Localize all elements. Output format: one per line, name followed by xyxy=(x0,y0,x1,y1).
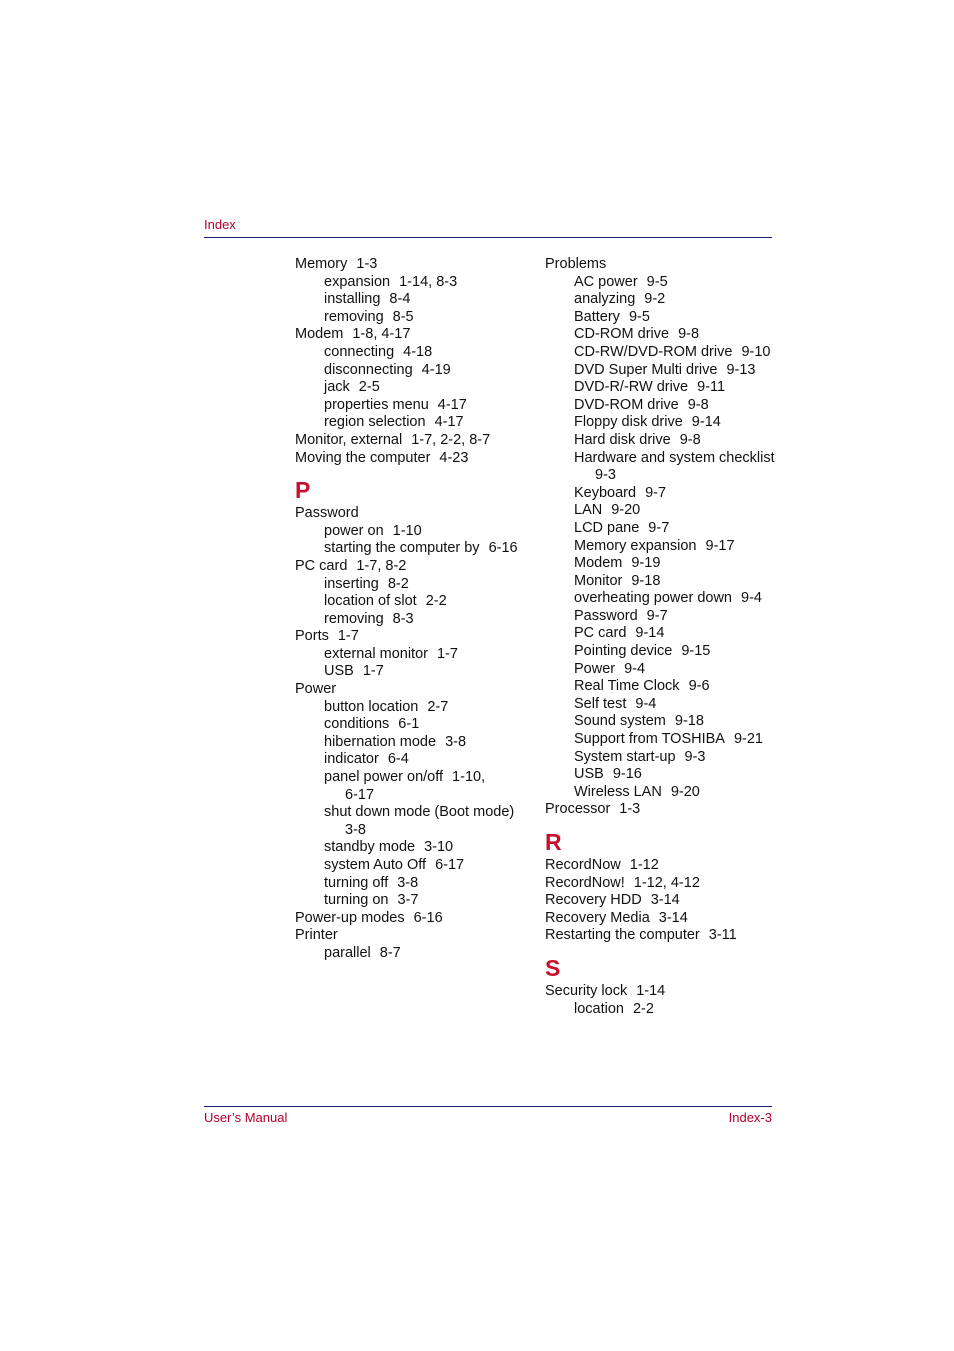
index-term: DVD-R/-RW drive xyxy=(574,379,689,396)
index-subentry xyxy=(545,274,780,292)
index-term: panel power on/off xyxy=(324,769,444,786)
index-page-ref: 3-8 xyxy=(445,733,467,750)
index-term: disconnecting xyxy=(324,361,413,378)
index-term: CD-ROM drive xyxy=(574,326,670,343)
index-page-ref: 3-14 xyxy=(650,892,680,909)
index-page-ref: 9-20 xyxy=(611,502,641,519)
index-subentry xyxy=(295,646,535,664)
index-term: removing xyxy=(324,308,384,325)
index-page-ref: 3-14 xyxy=(658,909,688,926)
index-term: RecordNow! xyxy=(545,874,625,891)
index-term: Memory xyxy=(295,256,348,272)
index-page-ref: 1-10 xyxy=(392,522,422,539)
index-subentry xyxy=(545,713,780,731)
index-entry xyxy=(295,681,535,699)
index-subentry xyxy=(545,485,780,503)
index-page-ref-continued: 9-3 xyxy=(595,467,616,484)
index-subentry xyxy=(295,804,535,839)
index-page-ref: 2-5 xyxy=(358,379,380,396)
index-term: region selection xyxy=(324,414,426,431)
index-term: removing xyxy=(324,610,384,627)
index-term: Moving the computer xyxy=(295,449,431,466)
index-term: button location xyxy=(324,698,419,715)
index-page-ref: 9-7 xyxy=(646,607,668,624)
index-term: installing xyxy=(324,291,381,308)
index-page-ref: 1-14, 8-3 xyxy=(399,273,458,290)
index-subentry xyxy=(545,309,780,327)
index-page-ref: 2-7 xyxy=(427,698,449,715)
index-page-ref: 9-19 xyxy=(631,555,661,572)
index-subentry xyxy=(545,291,780,309)
index-entry xyxy=(545,801,780,819)
index-page-ref: 9-4 xyxy=(624,660,646,677)
index-term: Pointing device xyxy=(574,643,673,660)
index-term: LCD pane xyxy=(574,519,640,536)
index-page-ref: 1-14 xyxy=(636,982,666,999)
index-term: Security lock xyxy=(545,982,628,999)
index-subentry xyxy=(545,538,780,556)
index-term: expansion xyxy=(324,273,391,290)
index-term: Real Time Clock xyxy=(574,678,680,695)
index-subentry xyxy=(545,731,780,749)
running-header: Index xyxy=(204,217,236,232)
index-page-ref: 2-2 xyxy=(425,593,447,610)
index-subentry xyxy=(545,326,780,344)
index-subentry xyxy=(295,716,535,734)
index-entry xyxy=(545,256,780,274)
index-subentry xyxy=(545,414,780,432)
index-term: Problems xyxy=(545,256,607,272)
index-subentry xyxy=(295,274,535,292)
index-section-letter: R xyxy=(545,829,562,855)
index-subentry xyxy=(295,397,535,415)
index-page-ref: 3-11 xyxy=(708,927,737,944)
index-subentry xyxy=(295,875,535,893)
index-subentry xyxy=(295,291,535,309)
index-subentry xyxy=(545,344,780,362)
index-page-ref: 9-18 xyxy=(631,572,661,589)
index-page-ref: 3-8 xyxy=(397,874,419,891)
index-term: Recovery HDD xyxy=(545,892,642,909)
index-entry xyxy=(295,910,535,928)
index-entry xyxy=(545,875,780,893)
index-subentry xyxy=(295,699,535,717)
index-subentry xyxy=(545,520,780,538)
index-entry xyxy=(545,927,780,945)
index-page-ref: 1-7, 2-2, 8-7 xyxy=(411,431,491,448)
index-term: location of slot xyxy=(324,593,417,610)
index-term: Restarting the computer xyxy=(545,927,700,944)
index-term: Battery xyxy=(574,308,620,325)
index-page-ref: 4-19 xyxy=(421,361,451,378)
index-term: parallel xyxy=(324,944,371,961)
index-page-ref: 9-14 xyxy=(691,414,721,431)
index-page-ref: 1-12 xyxy=(629,857,659,873)
index-page-ref: 9-2 xyxy=(644,291,666,308)
index-term: starting the computer by xyxy=(324,540,480,557)
index-entry xyxy=(295,256,535,274)
index-subentry xyxy=(295,751,535,769)
index-term: Sound system xyxy=(574,713,666,730)
index-subentry xyxy=(295,344,535,362)
index-term: properties menu xyxy=(324,396,429,413)
index-page-ref: 9-21 xyxy=(733,731,763,748)
index-page-ref: 1-7 xyxy=(337,628,359,645)
index-subentry xyxy=(295,769,535,804)
index-page-ref: 6-17 xyxy=(435,857,465,873)
index-subentry xyxy=(545,1001,780,1019)
index-page-ref: 9-8 xyxy=(687,396,709,413)
index-term: location xyxy=(574,1000,624,1017)
index-page-ref: 1-7, 8-2 xyxy=(356,557,407,574)
index-page-ref: 9-20 xyxy=(670,783,700,800)
index-term: Printer xyxy=(295,927,338,944)
index-term: Power xyxy=(574,660,616,677)
index-subentry xyxy=(295,663,535,681)
index-subentry xyxy=(545,362,780,380)
index-page-ref: 3-10 xyxy=(424,839,454,856)
index-entry xyxy=(545,910,780,928)
index-page-ref-continued: 6-17 xyxy=(345,786,375,803)
index-subentry xyxy=(545,643,780,661)
index-term: PC card xyxy=(574,625,627,642)
index-term: Processor xyxy=(545,801,611,818)
index-term: indicator xyxy=(324,751,379,768)
index-page-ref: 9-13 xyxy=(726,361,756,378)
index-term: USB xyxy=(324,663,354,680)
index-term: overheating power down xyxy=(574,590,732,607)
index-subentry xyxy=(545,555,780,573)
index-subentry xyxy=(545,379,780,397)
index-term: Password xyxy=(574,607,638,624)
index-subentry xyxy=(295,857,535,875)
index-term: shut down mode (Boot mode) xyxy=(324,804,515,821)
index-term: Support from TOSHIBA xyxy=(574,731,725,748)
index-page-ref: 8-7 xyxy=(379,944,401,961)
index-page-ref: 4-17 xyxy=(434,414,464,431)
index-term: Hardware and system checklist xyxy=(574,449,775,466)
index-page-ref: 9-3 xyxy=(684,748,706,765)
index-term: inserting xyxy=(324,575,379,592)
index-subentry xyxy=(295,593,535,611)
index-subentry xyxy=(545,432,780,450)
index-page-ref: 1-8, 4-17 xyxy=(352,326,411,343)
index-subentry xyxy=(545,696,780,714)
index-page-ref: 9-8 xyxy=(679,431,701,448)
index-subentry xyxy=(545,450,780,485)
index-term: LAN xyxy=(574,502,603,519)
index-column-left xyxy=(295,256,535,963)
index-subentry xyxy=(545,678,780,696)
index-subentry xyxy=(295,892,535,910)
index-subentry xyxy=(545,590,780,608)
index-page-ref: 9-18 xyxy=(674,713,704,730)
index-subentry xyxy=(545,397,780,415)
index-page-ref: 9-4 xyxy=(635,695,657,712)
index-term: DVD Super Multi drive xyxy=(574,361,718,378)
index-term: external monitor xyxy=(324,645,428,662)
index-page-ref: 6-16 xyxy=(413,909,443,926)
index-page-ref: 6-1 xyxy=(398,716,420,733)
index-page-ref: 8-2 xyxy=(387,575,409,592)
footer-manual-title: User’s Manual xyxy=(204,1110,288,1125)
index-page-ref: 9-11 xyxy=(697,379,726,396)
index-subentry xyxy=(295,734,535,752)
index-subentry xyxy=(295,576,535,594)
index-subentry xyxy=(295,379,535,397)
index-subentry xyxy=(545,784,780,802)
index-page-ref: 1-3 xyxy=(619,801,641,818)
index-page-ref: 2-2 xyxy=(632,1000,654,1017)
index-term: turning off xyxy=(324,874,389,891)
index-page-ref: 8-4 xyxy=(389,291,411,308)
index-term: Wireless LAN xyxy=(574,783,662,800)
index-page-ref: 9-15 xyxy=(681,643,711,660)
index-page-ref: 9-10 xyxy=(741,343,771,360)
index-section-letter: S xyxy=(545,954,561,981)
index-page-ref: 9-8 xyxy=(678,326,700,343)
index-entry xyxy=(295,558,535,576)
index-term: Floppy disk drive xyxy=(574,414,683,431)
index-entry xyxy=(295,326,535,344)
index-term: RecordNow xyxy=(545,857,621,873)
index-subentry xyxy=(545,625,780,643)
index-column-right xyxy=(545,256,780,1018)
index-term: USB xyxy=(574,766,604,783)
index-page-ref: 9-17 xyxy=(705,537,735,554)
header-rule xyxy=(204,237,772,238)
index-subentry xyxy=(295,839,535,857)
index-section-letter: P xyxy=(295,477,311,504)
index-term: CD-RW/DVD-ROM drive xyxy=(574,343,733,360)
index-page-ref: 9-5 xyxy=(646,273,668,290)
index-page-ref: 9-7 xyxy=(645,484,667,501)
index-subentry xyxy=(295,414,535,432)
index-subentry xyxy=(545,749,780,767)
index-term: system Auto Off xyxy=(324,857,427,873)
index-term: conditions xyxy=(324,716,390,733)
index-entry xyxy=(545,857,780,875)
index-term: Power-up modes xyxy=(295,909,405,926)
index-page-ref: 9-5 xyxy=(628,308,650,325)
index-entry xyxy=(295,450,535,468)
index-page-ref: 9-16 xyxy=(612,766,642,783)
index-term: Modem xyxy=(295,326,344,343)
index-page-ref: 9-7 xyxy=(648,519,670,536)
index-page-ref: 8-3 xyxy=(392,610,414,627)
index-term: Hard disk drive xyxy=(574,431,671,448)
index-entry xyxy=(295,432,535,450)
index-entry xyxy=(295,505,535,523)
footer-page-number: Index-3 xyxy=(728,1110,772,1125)
index-entry xyxy=(545,892,780,910)
index-term: Monitor xyxy=(574,572,623,589)
index-subentry xyxy=(545,661,780,679)
index-term: AC power xyxy=(574,273,638,290)
footer-rule xyxy=(204,1106,772,1107)
index-term: hibernation mode xyxy=(324,733,437,750)
index-term: power on xyxy=(324,522,384,539)
index-term: turning on xyxy=(324,892,389,909)
index-term: Keyboard xyxy=(574,484,637,501)
index-term: PC card xyxy=(295,557,348,574)
index-entry xyxy=(295,927,535,945)
index-term: standby mode xyxy=(324,839,416,856)
index-subentry xyxy=(295,523,535,541)
index-page-ref: 1-12, 4-12 xyxy=(633,874,700,891)
index-page-ref: 1-7 xyxy=(436,645,458,662)
index-page-ref: 8-5 xyxy=(392,308,414,325)
index-term: System start-up xyxy=(574,748,676,765)
index-subentry xyxy=(295,611,535,629)
index-term: connecting xyxy=(324,343,395,360)
index-page-ref: 1-3 xyxy=(356,256,378,272)
index-page-ref: 9-14 xyxy=(635,625,665,642)
index-term: jack xyxy=(324,379,350,396)
index-page-ref: 4-17 xyxy=(437,396,467,413)
index-subentry xyxy=(295,362,535,380)
index-term: Monitor, external xyxy=(295,431,403,448)
index-subentry xyxy=(295,945,535,963)
index-subentry xyxy=(545,573,780,591)
index-page-ref: 6-16 xyxy=(488,540,518,557)
index-page-ref: 1-7 xyxy=(362,663,384,680)
index-subentry xyxy=(545,608,780,626)
index-page-ref-continued: 3-8 xyxy=(345,821,366,838)
index-term: Memory expansion xyxy=(574,537,697,554)
index-subentry xyxy=(295,309,535,327)
index-term: DVD-ROM drive xyxy=(574,396,679,413)
index-entry xyxy=(295,628,535,646)
index-term: Modem xyxy=(574,555,623,572)
index-page-ref: 4-23 xyxy=(439,449,469,466)
index-page-ref: 3-7 xyxy=(397,892,419,909)
index-page-ref: 4-18 xyxy=(403,343,433,360)
index-subentry xyxy=(295,540,535,558)
index-subentry xyxy=(545,766,780,784)
index-page-ref: 9-6 xyxy=(688,678,710,695)
index-term: Password xyxy=(295,505,359,522)
index-term: Power xyxy=(295,681,337,698)
index-entry xyxy=(545,983,780,1001)
index-term: Recovery Media xyxy=(545,909,650,926)
index-term: Self test xyxy=(574,695,627,712)
index-subentry xyxy=(545,502,780,520)
index-page-ref: 6-4 xyxy=(387,751,409,768)
index-term: Ports xyxy=(295,628,329,645)
index-term: analyzing xyxy=(574,291,636,308)
index-page-ref: 1-10, xyxy=(452,769,486,786)
index-page-ref: 9-4 xyxy=(741,590,762,607)
